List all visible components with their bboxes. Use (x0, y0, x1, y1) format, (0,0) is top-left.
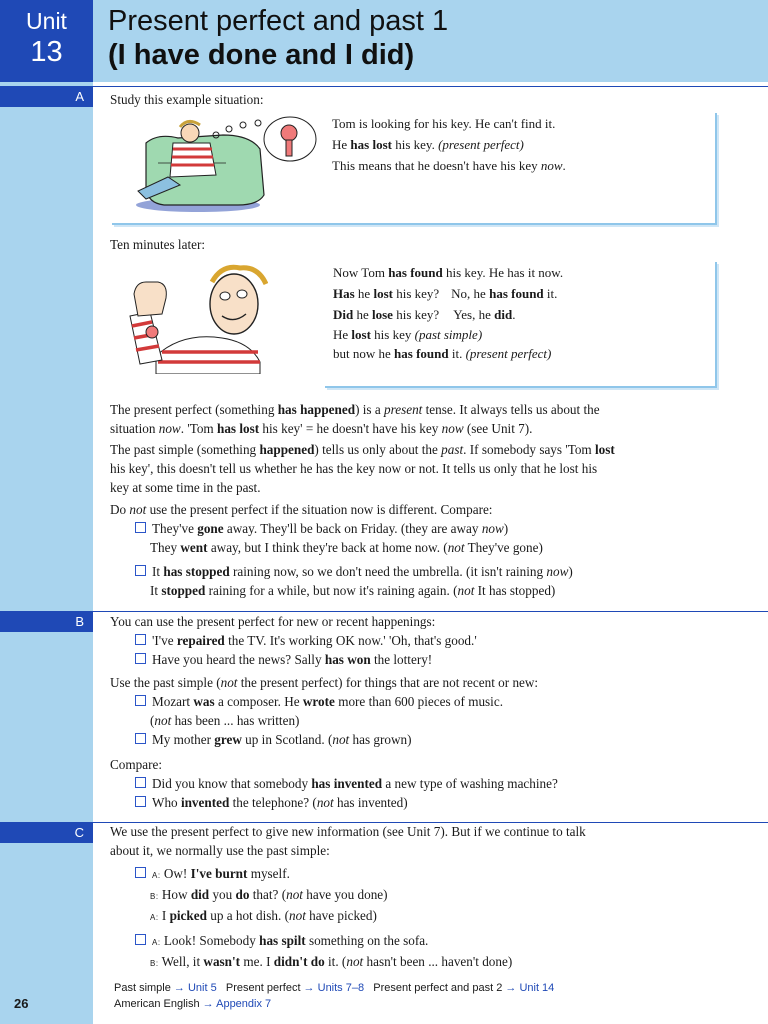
example-mozart: Mozart was a composer. He wrote more than 600 pieces of music. (110, 692, 730, 711)
para-past-simple-3: key at some time in the past. (110, 480, 261, 495)
section-a-marker: A (0, 86, 93, 107)
para-present-perfect-1: The present perfect (something has happened) is a present tense. It always tells us about the (110, 402, 600, 417)
example-mozart-note: (not has been ... has written) (150, 713, 300, 728)
checkbox-icon (135, 653, 146, 664)
para-present-perfect-2: situation now. 'Tom has lost his key' = he doesn't have his key now (see Unit 7). (110, 421, 533, 436)
box1-line-3: This means that he doesn't have his key now. (332, 158, 566, 173)
checkbox-icon (135, 777, 146, 788)
cross-ref-line-1: Past simple → Unit 5 Present perfect → Units 7–8 Present perfect and past 2 → Unit 14 (114, 982, 555, 994)
dialogue-2-line-1: A: Look! Somebody has spilt something on the sofa. (110, 931, 730, 952)
checkbox-icon (135, 634, 146, 645)
checkbox-icon (135, 867, 146, 878)
section-b-text (110, 612, 730, 812)
example-box-2 (325, 262, 717, 388)
para-compare: Do not use the present perfect if the situation now is different. Compare: (110, 502, 493, 517)
para-past-simple-1: The past simple (something happened) tells us only about the past. If somebody says 'Tom lost (110, 442, 615, 457)
section-b-marker: B (0, 611, 93, 632)
section-a-rule (93, 86, 768, 87)
dialogue-1-line-3: A: I picked up a hot dish. (not have picked) (150, 908, 377, 923)
box2-line-2: Has he lost his key? No, he has found it. (333, 286, 558, 301)
example-has-invented: Did you know that somebody has invented a new type of washing machine? (110, 774, 730, 793)
checkbox-icon (135, 733, 146, 744)
title-line-1: Present perfect and past 1 (108, 5, 449, 37)
cross-references (114, 980, 554, 1012)
dialogue-1-line-1: A: Ow! I've burnt myself. (110, 864, 730, 885)
box2-line-3: Did he lose his key? Yes, he did. (333, 307, 516, 322)
section-b-past-rule: Use the past simple (not the present perfect) for things that are not recent or new: (110, 675, 539, 690)
unit-label: Unit (26, 8, 67, 34)
cross-ref-line-2: American English → Appendix 7 (114, 998, 272, 1010)
box2-line-5: but now he has found it. (present perfect) (333, 346, 552, 361)
checkbox-icon (135, 796, 146, 807)
dialogue-1-line-2: B: How did you do that? (not have you done) (150, 887, 388, 902)
section-c-marker: C (0, 822, 93, 843)
example-invented: Who invented the telephone? (not has invented) (110, 793, 730, 812)
checkbox-icon (135, 522, 146, 533)
box2-line-1: Now Tom has found his key. He has it now. (333, 265, 564, 280)
example-gone: They've gone away. They'll be back on Friday. (they are away now) (110, 519, 730, 538)
checkbox-icon (135, 565, 146, 576)
section-a-explanation (110, 400, 730, 600)
intro-text: Study this example situation: (110, 92, 264, 107)
example-repaired: 'I've repaired the TV. It's working OK now.' 'Oh, that's good.' (110, 631, 730, 650)
link-appendix-7[interactable]: Appendix 7 (216, 998, 272, 1010)
ten-minutes-text: Ten minutes later: (110, 237, 206, 252)
example-has-stopped: It has stopped raining now, so we don't need the umbrella. (it isn't raining now) (110, 562, 730, 581)
example-has-won: Have you heard the news? Sally has won the lottery! (110, 650, 730, 669)
section-c-text (110, 822, 730, 973)
unit-number: 13 (30, 36, 63, 68)
tom-with-key-illustration (122, 262, 268, 374)
para-past-simple-2: his key', this doesn't tell us whether he has the key now or not. It tells us only that he lost his (110, 461, 598, 476)
dialogue-2-line-2: B: Well, it wasn't me. I didn't do it. (not hasn't been ... haven't done) (150, 954, 513, 969)
example-stopped: It stopped raining for a while, but now it's raining again. (not It has stopped) (150, 583, 556, 598)
box1-line-1: Tom is looking for his key. He can't find it. (332, 116, 556, 131)
section-b-compare: Compare: (110, 757, 163, 772)
section-c-intro-1: We use the present perfect to give new information (see Unit 7). But if we continue to talk (110, 824, 586, 839)
example-went: They went away, but I think they're back at home now. (not They've gone) (150, 540, 543, 555)
box1-line-2: He has lost his key. (present perfect) (332, 137, 524, 152)
section-b-intro: You can use the present perfect for new or recent happenings: (110, 614, 436, 629)
section-c-intro-2: about it, we normally use the past simple: (110, 843, 330, 858)
link-units-7-8[interactable]: Units 7–8 (317, 982, 365, 994)
checkbox-icon (135, 695, 146, 706)
unit-badge (0, 0, 93, 82)
example-box-1 (112, 113, 717, 225)
left-sidebar (0, 0, 93, 1024)
page-number: 26 (14, 996, 29, 1011)
page-title (108, 4, 448, 72)
link-unit-14[interactable]: Unit 14 (519, 982, 555, 994)
link-unit-5[interactable]: Unit 5 (187, 982, 217, 994)
title-line-2: (I have done and I did) (108, 39, 415, 71)
checkbox-icon (135, 934, 146, 945)
box2-line-4: He lost his key (past simple) (333, 327, 483, 342)
example-grew-up: My mother grew up in Scotland. (not has grown) (110, 730, 730, 749)
